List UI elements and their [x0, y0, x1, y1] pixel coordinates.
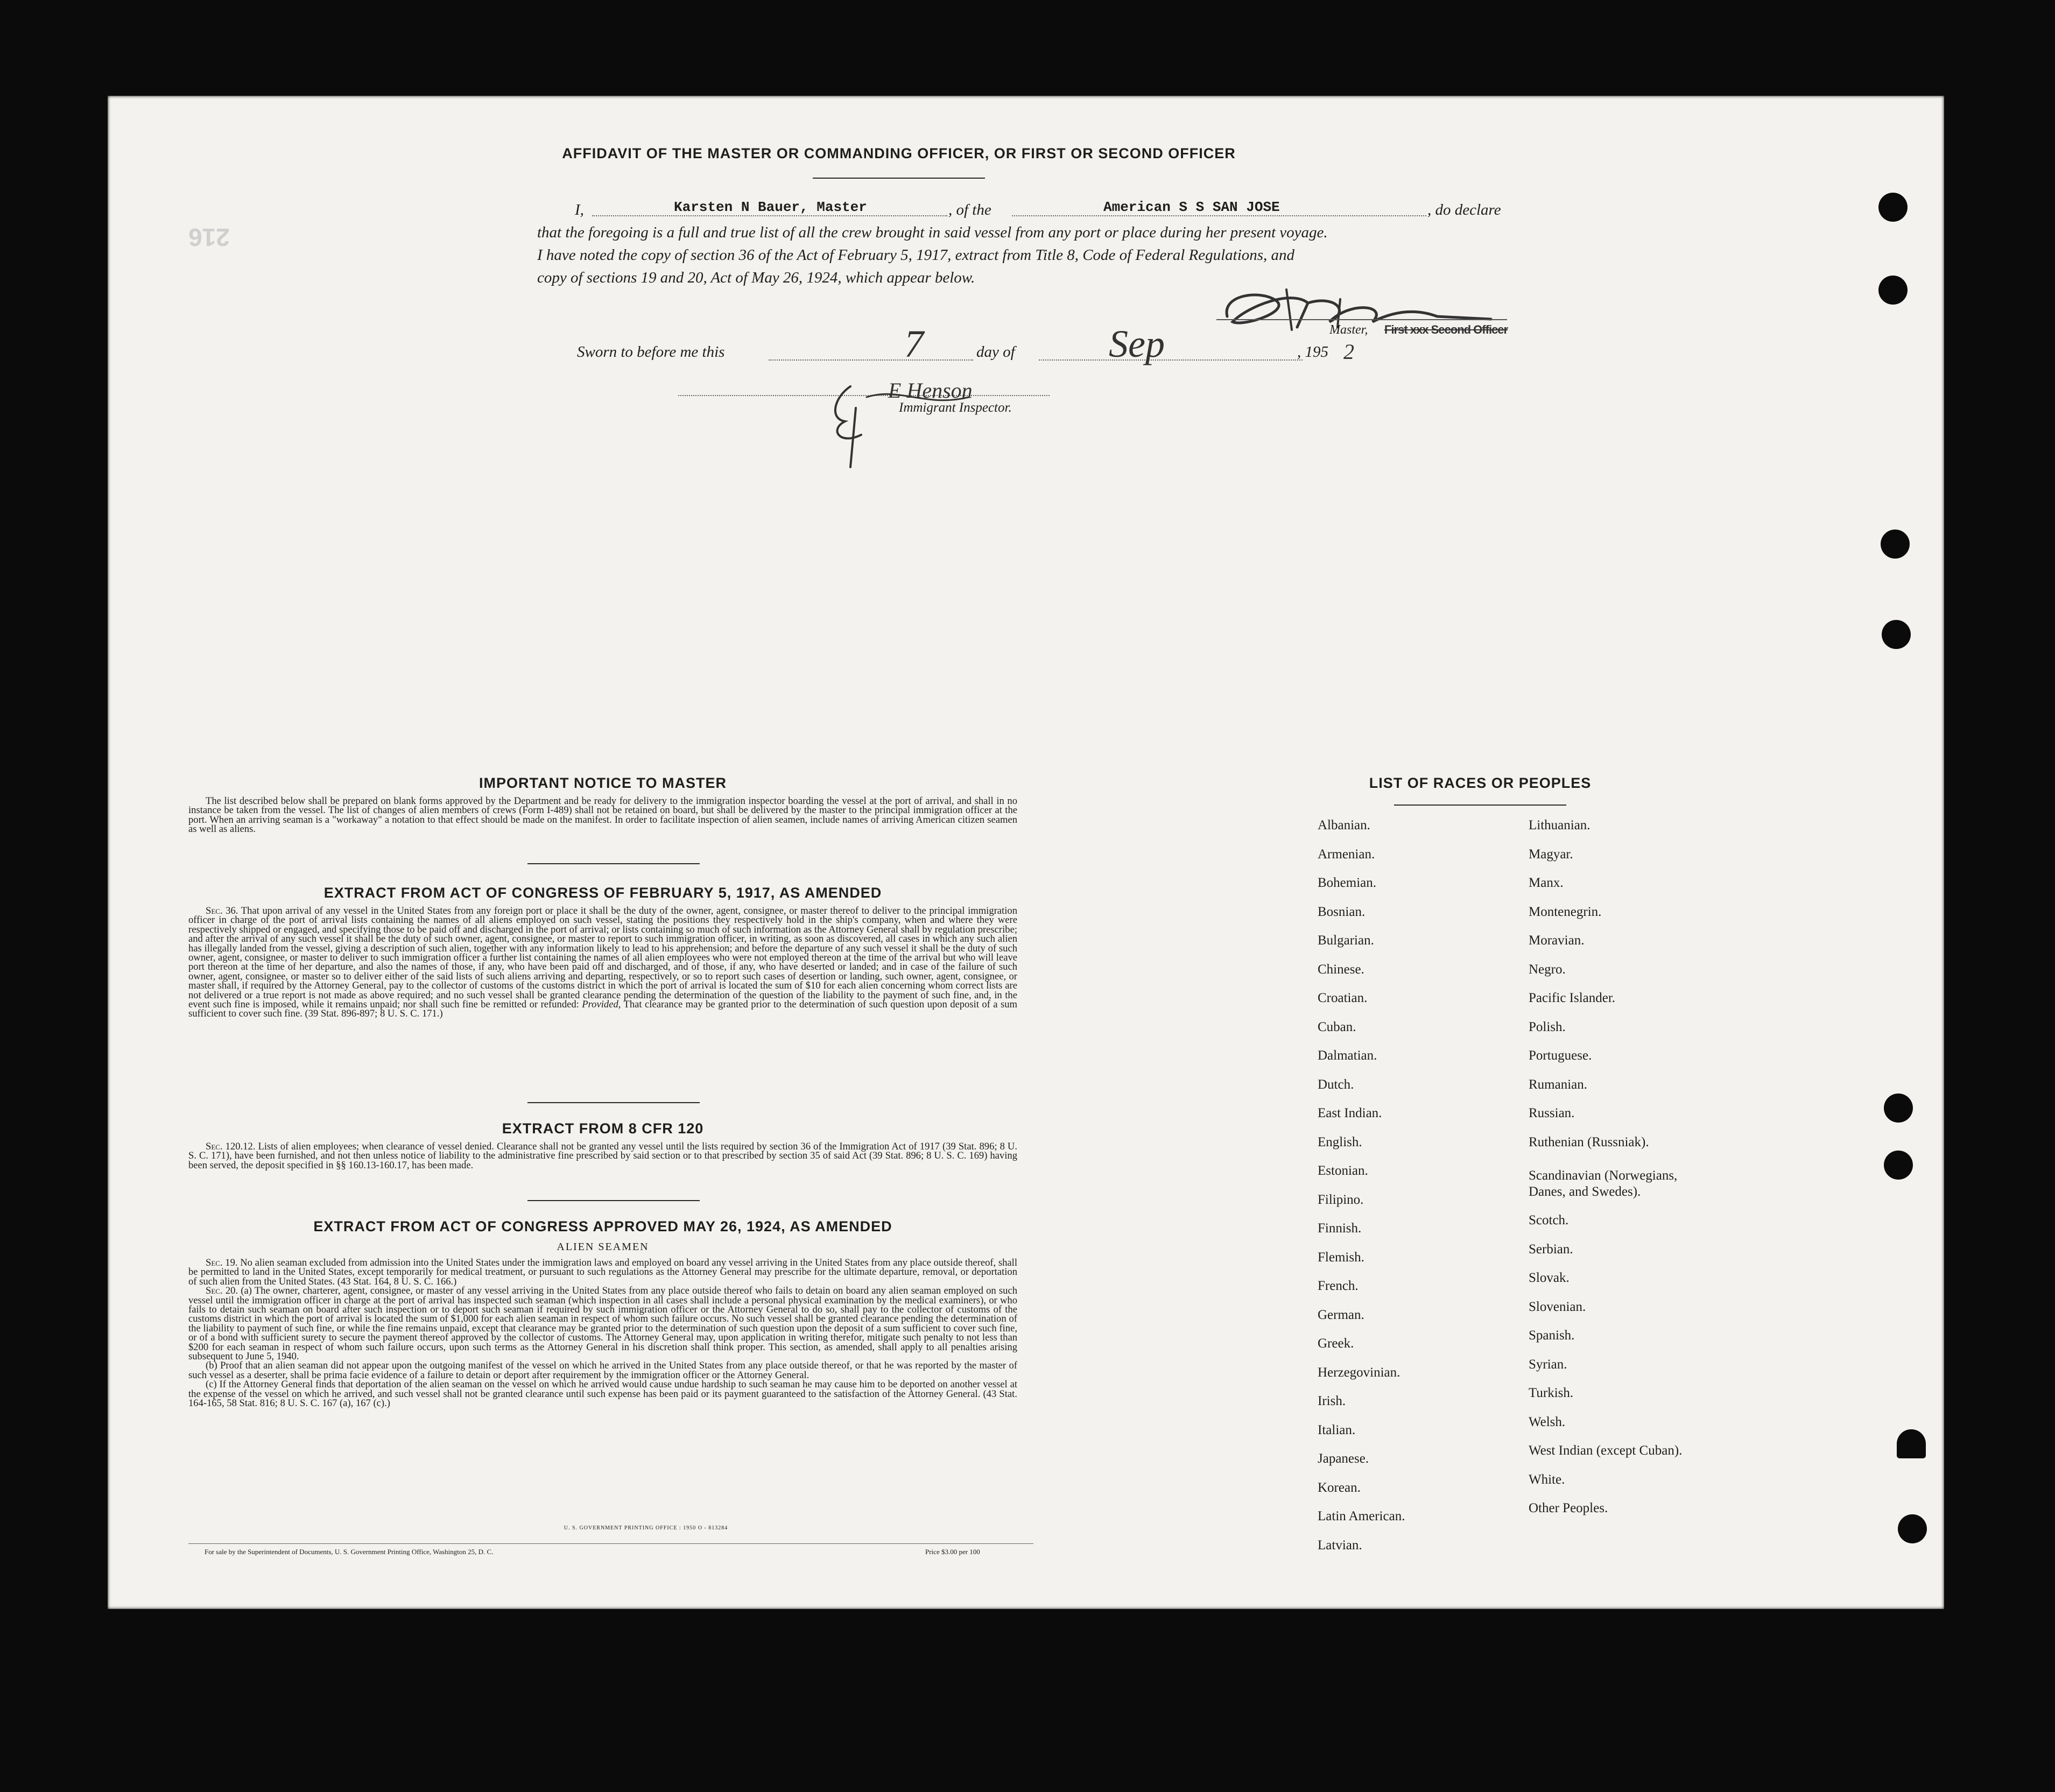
margin-stamp: 216 [188, 223, 230, 251]
footer-left: For sale by the Superintendent of Documents, U. S. Government Printing Office, Washington 25, D. C. [205, 1548, 494, 1556]
race-item: White. [1529, 1472, 1565, 1487]
affidavit-line-4: copy of sections 19 and 20, Act of May 26, 1924, which appear below. [537, 269, 975, 286]
race-item: Scandinavian (Norwegians, [1529, 1168, 1678, 1183]
race-item: Magyar. [1529, 846, 1573, 862]
race-item: Welsh. [1529, 1414, 1566, 1429]
race-item: French. [1318, 1279, 1359, 1293]
title-rule [813, 178, 985, 179]
race-item: Montenegrin. [1529, 904, 1602, 919]
race-item: Slovak. [1529, 1271, 1570, 1285]
inspector-caption: Immigrant Inspector. [899, 400, 1012, 415]
printing-office-line: U. S. GOVERNMENT PRINTING OFFICE : 1950 O - 813284 [564, 1525, 728, 1531]
race-item: Bulgarian. [1318, 933, 1374, 948]
race-item: Croatian. [1318, 991, 1368, 1005]
race-item: Finnish. [1318, 1221, 1362, 1236]
race-item: German. [1318, 1307, 1364, 1322]
extract-1917-body [188, 906, 1017, 1019]
races-rule [1394, 805, 1566, 806]
race-item: Armenian. [1318, 846, 1375, 862]
year-prefix: , 195 [1297, 343, 1328, 361]
affidavit-title: AFFIDAVIT OF THE MASTER OR COMMANDING OFFICER, OR FIRST OR SECOND OFFICER [562, 145, 1236, 161]
sec-36-label: Sec. 36. [206, 905, 238, 916]
notice-text: The list described below shall be prepared on blank forms approved by the Department and be ready for delivery to the immigration inspector boarding the vessel at the port of arrival, and shall in no instance be taken from the vessel. The list of changes of alien members of crews (Form I-489) shall not be retained on board, but shall be delivered by the master to the principal immigration officer at the port. When an arriving seaman is a "workaway" a notation to that effect should be made on the manifest. In order to facilitate inspection of alien seamen, include names of arriving American citizen seamen as well as aliens. [188, 795, 1017, 835]
binder-hole [1897, 1429, 1926, 1458]
section-rule-2 [527, 1102, 700, 1103]
vessel-line [1012, 215, 1426, 216]
race-item: English. [1318, 1134, 1362, 1149]
extract-1924-title: EXTRACT FROM ACT OF CONGRESS APPROVED MAY 26, 1924, AS AMENDED [313, 1218, 892, 1234]
race-item: Danes, and Swedes). [1529, 1184, 1641, 1199]
race-item: East Indian. [1318, 1106, 1382, 1120]
binder-hole [1878, 193, 1908, 222]
race-item: Irish. [1318, 1394, 1346, 1408]
race-item: Bosnian. [1318, 904, 1366, 919]
master-name-line [592, 215, 947, 216]
race-item: Moravian. [1529, 933, 1585, 948]
race-item: West Indian (except Cuban). [1529, 1443, 1683, 1458]
race-item: Herzegovinian. [1318, 1365, 1401, 1380]
race-item: Korean. [1318, 1480, 1361, 1495]
affidavit-line-3: I have noted the copy of section 36 of the Act of February 5, 1917, extract from Title 8, Code of Federal Regulations, and [537, 246, 1295, 264]
binder-hole [1884, 1093, 1913, 1123]
sec-20-a-text: (a) The owner, charterer, agent, consignee, or master of any vessel arriving in the United States from any place outside thereof who fails to detain on board any alien seaman employed on such vessel until the immigration officer in charge at the port of arrival has inspected such seaman (which inspection in all cases shall include a personal physical examination by the medical examiners), or who fails to detain such seaman on board after such inspection or to deport such seaman if required by such immigration officer or the Attorney General to do so, shall pay to the collector of customs of the customs district in which the port of arrival is located the sum of $1,000 for each alien seaman in respect of whom such failure occurs. No such vessel shall be granted clearance pending the determination of the liability to payment of such fine, or while the fine remains unpaid, except that clearance may be granted prior to the determination of such question upon the deposit of a sum sufficient to cover such fine, or of a bond with sufficient surety to secure the payment thereof approved by the collector of customs. The Attorney General may, upon application in writing therefor, mitigate such penalty to not less than $200 for each seaman in respect of whom such failure occurs, upon such terms as the Attorney General in his discretion shall think proper. This section, as amended, shall apply to all penalties arising subsequent to June 5, 1940. [188, 1285, 1017, 1363]
sworn-month-field: Sep [1109, 322, 1165, 365]
do-declare-label: , do declare [1427, 201, 1501, 218]
struck-officer-title: First xxx Second Officer [1384, 323, 1508, 336]
race-item: Ruthenian (Russniak). [1529, 1134, 1649, 1149]
race-item: Rumanian. [1529, 1077, 1588, 1092]
notice-body [188, 796, 1017, 834]
section-rule-3 [527, 1200, 700, 1201]
race-item: Italian. [1318, 1422, 1356, 1437]
race-item: Flemish. [1318, 1250, 1364, 1265]
race-item: Portuguese. [1529, 1048, 1592, 1063]
race-item: Dutch. [1318, 1077, 1354, 1092]
race-item: Filipino. [1318, 1192, 1364, 1207]
race-item: Other Peoples. [1529, 1501, 1608, 1515]
race-item: Estonian. [1318, 1163, 1368, 1178]
month-line [1039, 359, 1303, 361]
race-item: Spanish. [1529, 1328, 1575, 1343]
race-item: Slovenian. [1529, 1299, 1586, 1314]
inspector-signature: E Henson [888, 378, 973, 403]
sec-120-label: Sec. 120.12. [206, 1141, 256, 1152]
affidavit-i: I, [575, 201, 584, 218]
provided-word: Provided, [582, 999, 621, 1011]
binder-hole [1884, 1151, 1913, 1180]
sec-19-text: No alien seaman excluded from admission into the United States under the immigration laws and employed on board any vessel arriving in the United States from any place outside thereof, shall be permitted to land in the United States, except temporarily for medical treatment, or pursuant to such regulations as the Attorney General may prescribe for the ultimate departure, removal, or deportation of such alien from the United States. (43 Stat. 164, 8 U. S. C. 166.) [188, 1257, 1017, 1287]
race-item: Polish. [1529, 1019, 1566, 1034]
document-page [108, 96, 1944, 1609]
sec-36-text: That upon arrival of any vessel in the United States from any foreign port or place it shall be the duty of the owner, agent, consignee, or master thereof to deliver to the principal immigration officer in charge of the port of arrival lists containing the names of all aliens employed on such vessel, stating the positions they respectively hold in the ship's company, when and where they were respectively shipped or engaged, and specifying those to be paid off and discharged in the port of arrival; or lists containing so much of such information as the Attorney General shall by regulation prescribe; and after the arrival of any such vessel it shall be the duty of such owner, agent, consignee, or master to report to such immigration officer, in writing, as soon as discovered, all cases in which any such alien has illegally landed from the vessel, giving a description of such alien, together with any information likely to lead to his apprehension; and before the departure of any such vessel it shall be the duty of such owner, agent, consignee, or master to deliver to such immigration officer a further list containing the names of all alien employees who were not employed thereon at the time of the arrival but who will leave port thereon at the time of her departure, and also the names of those, if any, who have been paid off and discharged, and of those, if any, who have deserted or landed; and in case of the failure of such owner, agent, consignee, or master so to deliver either of the said lists of such aliens arriving and departing, respectively, or so to report such cases of desertion or landing, such owner, agent, consignee, or master shall, if required by the Attorney General, pay to the collector of customs of the customs district in which the port of arrival is located the sum of $10 for each alien concerning whom correct lists are not delivered or a true report is not made as above required; and no such vessel shall be granted clearance pending the determination of the question of the liability to the payment of such fine, and, in the event such fine is imposed, while it remains unpaid; nor shall such fine be remitted or refunded: [188, 905, 1017, 1011]
race-item: Manx. [1529, 876, 1564, 890]
extract-cfr-title: EXTRACT FROM 8 CFR 120 [502, 1120, 704, 1137]
binder-hole [1898, 1514, 1927, 1543]
sec-20-c-text: (c) If the Attorney General finds that deportation of the alien seaman on the vessel on which he arrived would cause undue hardship to such seaman he may cause him to be deported on another vessel at the expense of the vessel on which he arrived, and such vessel shall not be granted clearance until such expense has been paid or its payment guaranteed to the satisfaction of the Attorney General. (43 Stat. 164-165, 58 Stat. 816; 8 U. S. C. 167 (a), 167 (c).) [188, 1379, 1017, 1409]
vessel-field: American S S SAN JOSE [1103, 199, 1280, 215]
race-item: Japanese. [1318, 1451, 1369, 1466]
race-item: Syrian. [1529, 1357, 1567, 1372]
race-item: Bohemian. [1318, 876, 1377, 890]
race-item: Albanian. [1318, 818, 1370, 832]
master-caption: Master, [1329, 323, 1368, 337]
race-item: Dalmatian. [1318, 1048, 1377, 1063]
sec-19-label: Sec. 19. [206, 1257, 238, 1268]
race-item: Cuban. [1318, 1019, 1356, 1034]
alien-seamen-subtitle: ALIEN SEAMEN [557, 1241, 649, 1253]
signature-line [1216, 319, 1507, 320]
sworn-label: Sworn to before me this [577, 343, 725, 361]
race-item: Serbian. [1529, 1241, 1573, 1257]
race-item: Latin American. [1318, 1509, 1405, 1523]
race-item: Russian. [1529, 1106, 1575, 1120]
day-of-label: day of [976, 343, 1015, 361]
race-item: Greek. [1318, 1336, 1354, 1351]
binder-hole [1881, 530, 1910, 559]
section-rule [527, 863, 700, 864]
footer-rule [188, 1543, 1033, 1544]
sec-20-b-text: (b) Proof that an alien seaman did not appear upon the outgoing manifest of the vessel on which he arrived in the United States from any place outside thereof, or that he was reported by the master of such vessel as a deserter, shall be prima facie evidence of a failure to detain or deport after requirement by the immigration officer or the Attorney General. [188, 1360, 1017, 1381]
binder-hole [1878, 276, 1908, 305]
year-suffix-field: 2 [1343, 340, 1354, 364]
race-item: Negro. [1529, 962, 1566, 977]
sec-20-label: Sec. 20. [206, 1285, 238, 1297]
sworn-day-field: 7 [904, 322, 924, 365]
footer-right: Price $3.00 per 100 [925, 1548, 980, 1556]
of-the-label: , of the [948, 201, 991, 218]
sec-36-tail: That clearance may be granted prior to the determination of such question upon deposit of a sum sufficient to cover such fine. (39 Stat. 896-897; 8 U. S. C. 171.) [188, 999, 1017, 1020]
race-item: Lithuanian. [1529, 818, 1590, 832]
binder-hole [1882, 620, 1911, 649]
race-item: Turkish. [1529, 1386, 1574, 1400]
notice-title: IMPORTANT NOTICE TO MASTER [479, 775, 727, 791]
extract-1917-title: EXTRACT FROM ACT OF CONGRESS OF FEBRUARY 5, 1917, AS AMENDED [323, 885, 882, 901]
affidavit-line-2: that the foregoing is a full and true list of all the crew brought in said vessel from any port or place during her present voyage. [537, 224, 1328, 241]
race-item: Pacific Islander. [1529, 991, 1616, 1005]
master-name-field: Karsten N Bauer, Master [674, 199, 867, 215]
day-line [769, 359, 973, 361]
race-item: Latvian. [1318, 1537, 1362, 1553]
extract-cfr-body [188, 1142, 1017, 1170]
sec-120-text: Lists of alien employees; when clearance of vessel denied. Clearance shall not be granted any vessel until the lists required by section 36 of the Immigration Act of 1917 (39 Stat. 896; 8 U. S. C. 171), have been furnished, and not then unless notice of liability to the administrative fine prescribed by said section or to that prescribed by section 35 of said Act (39 Stat. 896; 8 U. S. C. 169) having been served, the deposit specified in §§ 160.13-160.17, has been made. [188, 1141, 1017, 1171]
extract-1924-body [188, 1258, 1017, 1408]
race-item: Chinese. [1318, 962, 1364, 977]
race-item: Scotch. [1529, 1213, 1569, 1227]
races-title: LIST OF RACES OR PEOPLES [1369, 775, 1592, 791]
